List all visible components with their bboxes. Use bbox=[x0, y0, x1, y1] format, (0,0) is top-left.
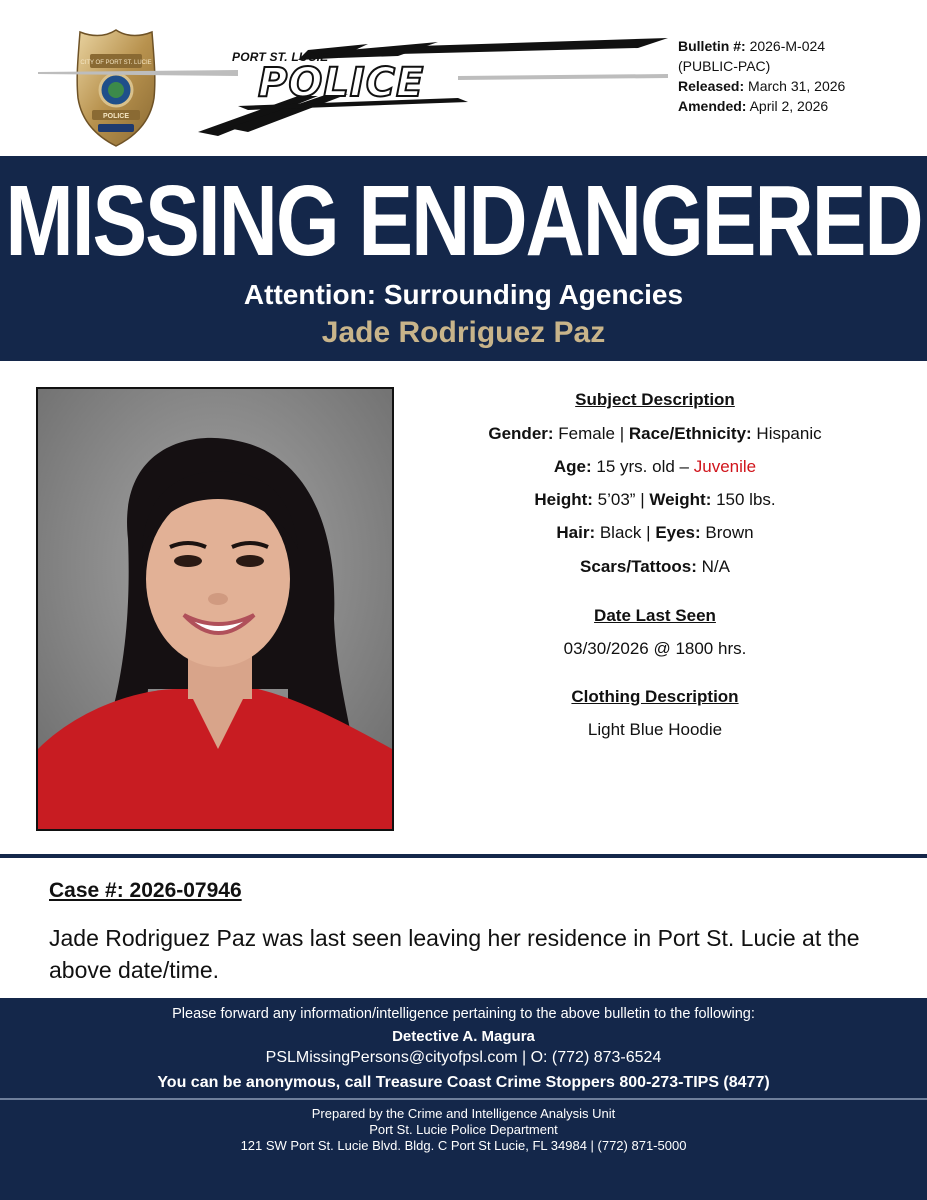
height-weight-line: Height: 5’03” | Weight: 150 lbs. bbox=[534, 490, 776, 509]
clothing-description-heading: Clothing Description bbox=[571, 687, 739, 706]
detective-name: Detective A. Magura bbox=[392, 1028, 535, 1045]
bulletin-type: (PUBLIC-PAC) bbox=[678, 58, 771, 74]
juvenile-flag: Juvenile bbox=[693, 457, 757, 476]
subject-portrait-image bbox=[38, 389, 392, 829]
bulletin-info bbox=[678, 36, 845, 116]
title-banner bbox=[0, 156, 927, 361]
department-address: 121 SW Port St. Lucie Blvd. Bldg. C Port St Lucie, FL 34984 | (772) 871-5000 bbox=[240, 1138, 687, 1153]
forward-info-line: Please forward any information/intelligence pertaining to the above bulletin to the following: bbox=[172, 1006, 755, 1022]
svg-text:CITY OF PORT ST. LUCIE: CITY OF PORT ST. LUCIE bbox=[80, 60, 152, 66]
bulletin-header bbox=[0, 0, 927, 155]
bulletin-number: Bulletin #: 2026-M-024 bbox=[678, 38, 826, 54]
date-last-seen-heading: Date Last Seen bbox=[594, 606, 716, 625]
bulletin-title: MISSING ENDANGERED bbox=[5, 165, 922, 277]
age-line: Age: 15 yrs. old – Juvenile bbox=[553, 457, 757, 476]
subject-name: Jade Rodriguez Paz bbox=[321, 316, 606, 349]
case-number: Case #: 2026-07946 bbox=[49, 879, 242, 902]
released-date: Released: March 31, 2026 bbox=[678, 78, 846, 94]
logo-police-text: POLICE bbox=[258, 60, 425, 106]
subject-photo bbox=[36, 387, 394, 831]
hair-eyes-line: Hair: Black | Eyes: Brown bbox=[556, 523, 754, 542]
crime-stoppers-line: You can be anonymous, call Treasure Coast Crime Stoppers 800-273-TIPS (8477) bbox=[157, 1074, 770, 1091]
gender-race-line: Gender: Female | Race/Ethnicity: Hispanic bbox=[488, 424, 822, 443]
contact-email-phone[interactable]: PSLMissingPersons@cityofpsl.com | O: (772) 873-6524 bbox=[265, 1049, 662, 1066]
amended-date: Amended: April 2, 2026 bbox=[678, 98, 829, 114]
logo-city-text: PORT ST. LUCIE bbox=[232, 50, 329, 64]
scars-tattoos-line: Scars/Tattoos: N/A bbox=[580, 557, 730, 576]
contact-footer bbox=[0, 998, 927, 1098]
svg-text:POLICE: POLICE bbox=[102, 113, 130, 120]
clothing-description-value: Light Blue Hoodie bbox=[587, 720, 723, 739]
prepared-by-unit: Prepared by the Crime and Intelligence Analysis Unit bbox=[311, 1106, 616, 1121]
date-last-seen-value: 03/30/2026 @ 1800 hrs. bbox=[563, 639, 747, 658]
prepared-by-department: Port St. Lucie Police Department bbox=[369, 1122, 558, 1137]
case-narrative: Jade Rodriguez Paz was last seen leaving her residence in Port St. Lucie at the above date/time. bbox=[49, 925, 860, 983]
subject-description-heading: Subject Description bbox=[575, 390, 735, 409]
attention-line: Attention: Surrounding Agencies bbox=[243, 279, 684, 310]
section-divider bbox=[0, 854, 927, 858]
prepared-by-footer bbox=[0, 1100, 927, 1200]
